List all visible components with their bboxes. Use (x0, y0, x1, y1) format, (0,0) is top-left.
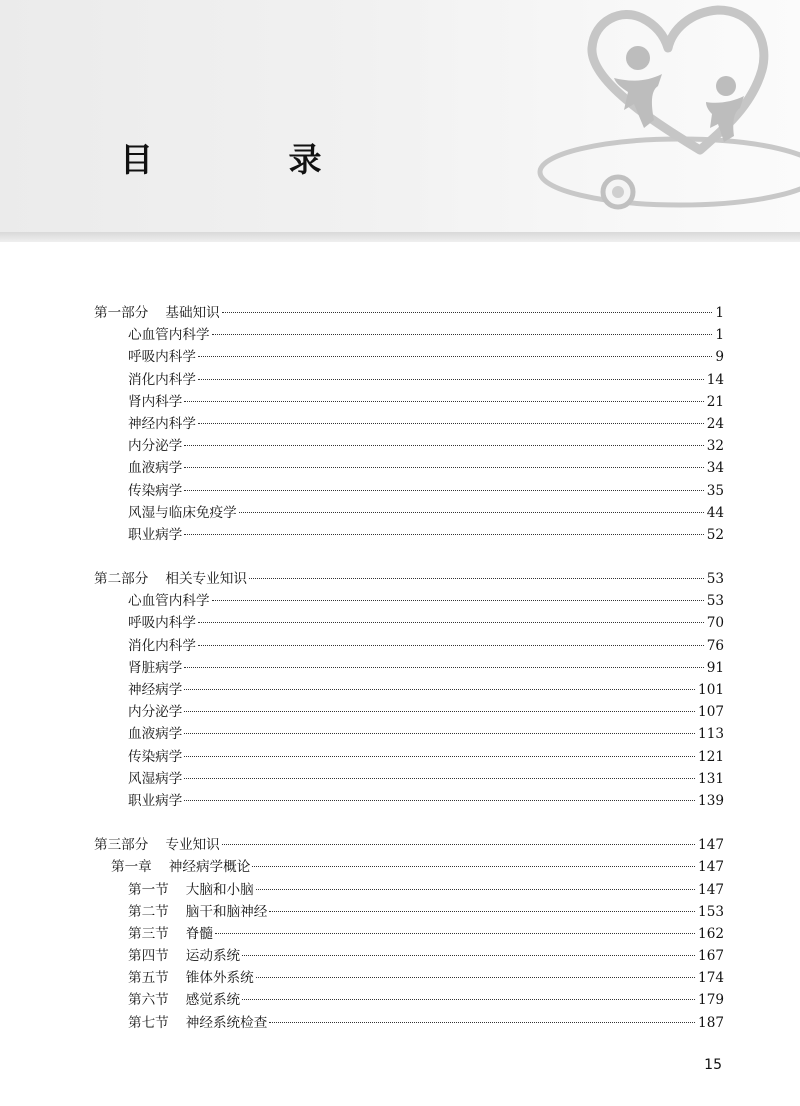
page-ref: 91 (706, 659, 724, 676)
toc-item[interactable] (94, 524, 724, 546)
section-number: 第四节 (128, 948, 169, 965)
dot-leader (184, 755, 695, 757)
page-ref: 70 (706, 615, 724, 632)
toc-item-title: 内分泌学 (128, 438, 183, 455)
toc-section-item[interactable] (94, 1012, 724, 1034)
toc-item-title: 肾内科学 (128, 393, 183, 410)
toc-item[interactable] (94, 369, 724, 391)
dot-leader (184, 732, 695, 734)
page-ref: 131 (698, 770, 724, 787)
dot-leader (198, 621, 704, 623)
dot-leader (184, 710, 695, 712)
dot-leader (184, 466, 703, 468)
toc-item-title: 锥体外系统 (185, 970, 254, 987)
dot-leader (215, 932, 695, 934)
toc-item[interactable] (94, 590, 724, 612)
toc-item-title: 风湿与临床免疫学 (128, 504, 237, 521)
page-ref: 24 (706, 415, 724, 432)
page-ref: 174 (698, 970, 724, 987)
toc-item-title: 风湿病学 (128, 770, 183, 787)
page-ref: 167 (698, 948, 724, 965)
part-number: 第一部分 (94, 305, 149, 321)
toc-item-title: 神经内科学 (128, 415, 196, 432)
toc-item-title: 大脑和小脑 (185, 881, 254, 898)
dot-leader (256, 888, 695, 890)
toc-item[interactable] (94, 435, 724, 457)
dot-leader (242, 954, 695, 956)
page-ref: 113 (698, 726, 724, 743)
dot-leader (184, 444, 703, 446)
page-ref: 21 (706, 393, 724, 410)
toc-item[interactable] (94, 480, 724, 502)
toc-section-item[interactable] (94, 967, 724, 989)
toc-item-title: 心血管内科学 (128, 327, 210, 344)
toc-item-title: 内分泌学 (128, 704, 183, 721)
page-ref: 34 (706, 460, 724, 477)
page-title: 目 录 (120, 140, 384, 179)
toc-item-title: 心血管内科学 (128, 593, 210, 610)
dot-leader (184, 777, 695, 779)
toc-item[interactable] (94, 701, 724, 723)
page-ref: 107 (698, 704, 724, 721)
section-number: 第二节 (128, 903, 169, 920)
toc-section-part-2 (94, 568, 724, 812)
dot-leader (242, 998, 695, 1000)
toc-item-title: 神经病学 (128, 682, 183, 698)
page-ref: 1 (715, 327, 724, 344)
dot-leader (184, 400, 703, 402)
dot-leader (222, 311, 713, 313)
toc-part-entry[interactable] (94, 568, 724, 590)
page-ref: 121 (698, 748, 724, 765)
toc-item[interactable] (94, 746, 724, 768)
dot-leader (184, 799, 695, 801)
dot-leader (239, 511, 704, 513)
part-title: 专业知识 (165, 837, 220, 854)
page-ref: 187 (698, 1014, 724, 1031)
toc-item[interactable] (94, 679, 724, 701)
toc-section-part-3 (94, 834, 724, 1034)
chapter-number: 第一章 (111, 859, 152, 876)
dot-leader (249, 577, 704, 579)
page-ref: 9 (715, 349, 724, 366)
toc-item-title: 传染病学 (128, 482, 183, 499)
toc-item[interactable] (94, 768, 724, 790)
toc-item-title: 职业病学 (128, 792, 183, 809)
toc-item[interactable] (94, 502, 724, 524)
toc-item[interactable] (94, 457, 724, 479)
dot-leader (198, 644, 704, 646)
part-number: 第三部分 (94, 837, 149, 854)
page-ref: 53 (706, 593, 724, 610)
toc-item[interactable] (94, 612, 724, 634)
part-title: 相关专业知识 (165, 571, 247, 588)
page-ref: 53 (706, 571, 724, 588)
toc-item[interactable] (94, 790, 724, 812)
dot-leader (256, 976, 695, 978)
toc-item-title: 血液病学 (128, 460, 183, 477)
page-ref: 101 (698, 682, 724, 698)
toc-item[interactable] (94, 657, 724, 679)
toc-section-item[interactable] (94, 923, 724, 945)
toc-section-part-1 (94, 302, 724, 546)
toc-section-item[interactable] (94, 989, 724, 1011)
toc-item[interactable] (94, 413, 724, 435)
toc-item-title: 运动系统 (185, 948, 241, 965)
dot-leader (198, 378, 704, 380)
toc-item-title: 消化内科学 (128, 371, 196, 388)
page-ref: 14 (706, 371, 724, 388)
toc-item-title: 血液病学 (128, 726, 183, 743)
toc-item-title: 感觉系统 (185, 992, 241, 1009)
toc-item[interactable] (94, 324, 724, 346)
section-number: 第一节 (128, 881, 169, 898)
page-ref: 179 (698, 992, 724, 1009)
toc-item-title: 消化内科学 (128, 637, 196, 654)
toc-item-title: 神经系统检查 (185, 1014, 268, 1031)
toc-section-item[interactable] (94, 945, 724, 967)
page-ref: 147 (698, 859, 724, 876)
part-title: 基础知识 (165, 305, 220, 321)
page-ref: 162 (698, 925, 724, 942)
toc-section-item[interactable] (94, 901, 724, 923)
dot-leader (269, 910, 695, 912)
page-ref: 76 (706, 637, 724, 654)
toc-item[interactable] (94, 346, 724, 368)
page-number: 15 (704, 1057, 722, 1073)
part-number: 第二部分 (94, 571, 149, 588)
page-ref: 147 (698, 837, 724, 854)
dot-leader (198, 355, 712, 357)
section-number: 第七节 (128, 1014, 169, 1031)
toc-part-entry[interactable] (94, 834, 724, 856)
section-number: 第六节 (128, 992, 169, 1009)
dot-leader (269, 1021, 695, 1023)
toc-item-title: 呼吸内科学 (128, 615, 196, 632)
page-ref: 139 (698, 792, 724, 809)
table-of-contents (94, 302, 724, 1056)
toc-part-entry[interactable] (94, 302, 724, 324)
dot-leader (212, 599, 704, 601)
page-ref: 153 (698, 903, 724, 920)
dot-leader (222, 843, 695, 845)
dot-leader (212, 333, 713, 335)
page-ref: 44 (706, 504, 724, 521)
dot-leader (184, 533, 703, 535)
toc-chapter-entry[interactable] (94, 856, 724, 878)
dot-leader (184, 688, 695, 690)
dot-leader (184, 666, 703, 668)
toc-item-title: 脑干和脑神经 (185, 903, 268, 920)
page-ref: 32 (706, 438, 724, 455)
page-ref: 1 (715, 305, 724, 321)
header-divider (0, 232, 800, 242)
toc-section-item[interactable] (94, 879, 724, 901)
section-number: 第五节 (128, 970, 169, 987)
heart-stethoscope-logo-icon (530, 0, 800, 225)
dot-leader (198, 422, 704, 424)
toc-item-title: 传染病学 (128, 748, 183, 765)
chapter-title: 神经病学概论 (168, 859, 251, 876)
toc-item-title: 呼吸内科学 (128, 349, 196, 366)
section-number: 第三节 (128, 925, 169, 942)
page-ref: 52 (706, 526, 724, 543)
page-ref: 35 (706, 482, 724, 499)
toc-item[interactable] (94, 723, 724, 745)
toc-item[interactable] (94, 391, 724, 413)
page-ref: 147 (698, 881, 724, 898)
toc-item-title: 脊髓 (185, 925, 213, 942)
dot-leader (252, 865, 695, 867)
dot-leader (184, 489, 703, 491)
toc-item-title: 肾脏病学 (128, 659, 183, 676)
toc-item-title: 职业病学 (128, 526, 183, 543)
toc-item[interactable] (94, 635, 724, 657)
